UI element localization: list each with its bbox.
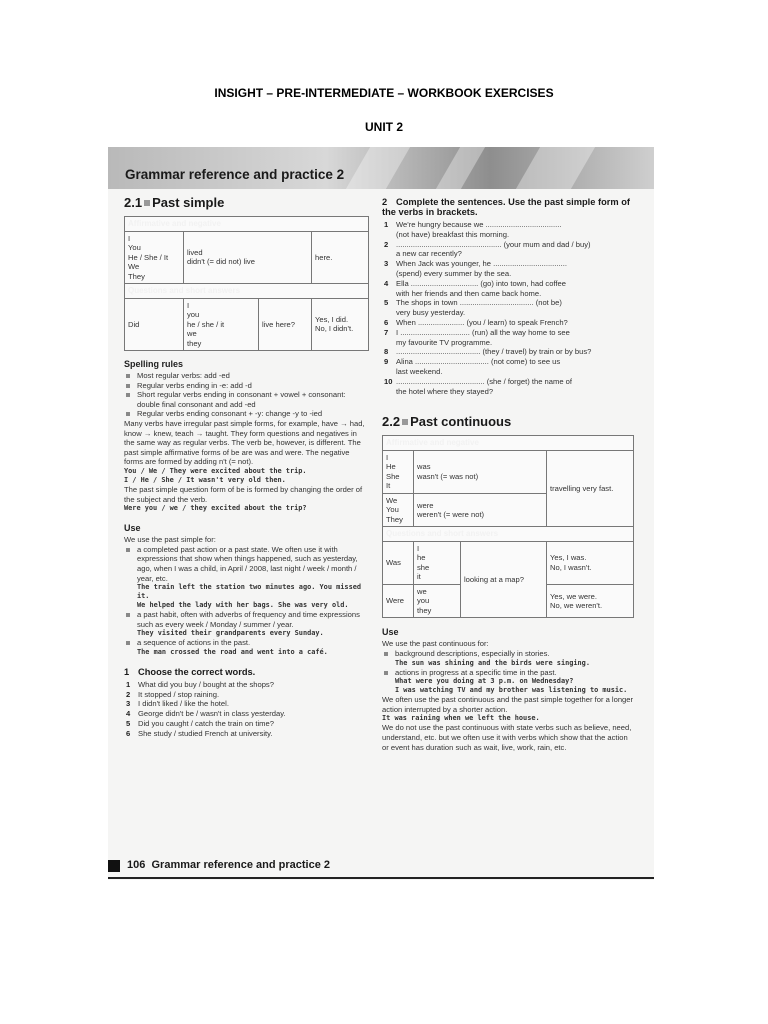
aux-cell: Did [125, 298, 184, 351]
exercise-item: 4 George didn't be / wasn't in class yesterday. [126, 709, 286, 719]
paragraph: The past simple question form of be is formed by changing the order of the subject and the verb. [124, 484, 363, 504]
exercise-item: 1 What did you buy / bought at the shops? [126, 679, 274, 689]
exercise-line: (spend) every summer by the sea. [396, 268, 512, 278]
section-heading-past-simple: 2.1 Past simple [124, 195, 225, 210]
verb-cell: was wasn't (= was not) [414, 450, 547, 493]
exercise-item: 3 I didn't liked / like the hotel. [126, 699, 229, 709]
subject-cell: I You He / She / It We They [125, 231, 184, 284]
exercise-line: 6 When ...................... (you / learn) to speak French? [384, 317, 568, 327]
paragraph: We often use the past continuous and the past simple together for a longer action interrupted by a shorter action. [382, 695, 634, 714]
exercise-line: 7 I ................................. (run) all the way home to see [384, 327, 570, 337]
exercise-line: (not have) breakfast this morning. [396, 229, 510, 239]
use-heading: Use [382, 627, 399, 638]
exercise-line: 10 .......................................... (she / forget) the name of [384, 376, 572, 386]
exercise-line: 5 The shops in town ................................... (not be) [384, 298, 562, 308]
section-heading-past-continuous: 2.2 Past continuous [382, 414, 512, 430]
table-header: Affirmative and negative [383, 436, 634, 451]
page-banner [108, 147, 654, 189]
exercise-1-heading: 1 Choose the correct words. [124, 666, 256, 677]
exercise-line: last weekend. [396, 366, 443, 376]
subject-cell: I you he / she / it we they [184, 298, 259, 351]
spelling-rule: Regular verbs ending in -e: add -d [124, 381, 369, 391]
exercise-2-heading: 2 Complete the sentences. Use the past simple form of the verbs in brackets. [382, 197, 631, 217]
spelling-rule: Short regular verbs ending in consonant + vowel + consonant: double final consonant and add -ed [124, 390, 369, 409]
example-sentence: We helped the lady with her bags. She was very old. [137, 601, 349, 610]
exercise-line: with her friends and then came back home. [396, 288, 542, 298]
document-unit: UNIT 2 [364, 120, 403, 134]
exercise-item: 6 She study / studied French at university. [126, 728, 273, 738]
table-header: Affirmative and negative [125, 217, 369, 232]
exercise-line: the hotel where they stayed? [396, 386, 494, 396]
answer-cell: Yes, I was. No, I wasn't. [547, 541, 634, 584]
exercise-item: 2 It stopped / stop raining. [126, 689, 220, 699]
verb-cell: live here? [259, 298, 312, 351]
subject-cell: I He She It [383, 450, 414, 493]
use-item: background descriptions, especially in stories. [382, 649, 634, 659]
past-continuous-table [382, 435, 634, 618]
exercise-line: 9 Alina ................................... (not come) to see us [384, 357, 561, 367]
paragraph: We use the past simple for: [124, 535, 216, 545]
exercise-line: 2 .................................................. (your mum and dad / buy) [384, 239, 591, 249]
table-header: Questions and short answers [125, 284, 369, 299]
left-column [124, 195, 369, 739]
place-cell: here. [312, 231, 369, 284]
use-item: a past habit, often with adverbs of frequency and time expressions such as every week / Monday / summer / year. [124, 610, 369, 629]
example-sentence: You / We / They were excited about the trip. [124, 466, 307, 475]
example-sentence: I was watching TV and my brother was listening to music. [395, 686, 628, 695]
exercise-line: 1 We're hungry because we .................................... [384, 220, 562, 229]
verb-cell: lived didn't (= did not) live [184, 231, 312, 284]
exercise-line: my favourite TV programme. [396, 337, 493, 347]
use-item: a completed past action or a past state. We often use it with expressions that show when things happened, such as yesterday, ago, when I was a child, in April / 2008, last night / week / month / year, etc. [124, 545, 369, 583]
page-marker-block [108, 860, 120, 872]
subject-cell: I he she it [414, 541, 461, 584]
exercise-item: 5 Did you caught / catch the train on time? [126, 719, 274, 729]
past-simple-table [124, 216, 369, 351]
workbook-page [108, 147, 654, 880]
page-footer [108, 856, 654, 876]
exercise-line: a new car recently? [396, 249, 462, 259]
answer-cell: Yes, I did. No, I didn't. [312, 298, 369, 351]
paragraph: We use the past continuous for: [382, 639, 489, 649]
example-sentence: They visited their grandparents every Sunday. [137, 629, 324, 638]
example-sentence: It was raining when we left the house. [382, 714, 540, 723]
example-sentence: The man crossed the road and went into a café. [137, 647, 328, 656]
phrase-cell: travelling very fast. [547, 450, 634, 527]
exercise-line: very busy yesterday. [396, 308, 466, 318]
table-header: Questions and short answers [383, 527, 634, 542]
example-sentence: I / He / She / It wasn't very old then. [124, 475, 286, 484]
spelling-rule: Regular verbs ending consonant + -y: change -y to -ied [124, 409, 369, 419]
paragraph: We do not use the past continuous with state verbs such as believe, need, understand, etc. but we often use it with verbs which show that the action or event has duration such as wait, live, work, rain, etc. [382, 723, 632, 752]
subject-cell: we you they [414, 584, 461, 618]
aux-cell: Were [383, 584, 414, 618]
phrase-cell: looking at a map? [461, 541, 547, 618]
document-title: INSIGHT – PRE-INTERMEDIATE – WORKBOOK EXERCISES [214, 86, 554, 100]
spelling-rules-heading: Spelling rules [124, 359, 184, 369]
use-heading: Use [124, 523, 141, 534]
paragraph: Many verbs have irregular past simple forms, for example, have → had, know → knew, teach → taught. They form questions and negatives in the same way as regular verbs. The verb be, however, is different. The past simple affirmative forms of be are was and were. The negative forms are formed by adding n't (= not). [124, 418, 365, 467]
example-sentence: The sun was shining and the birds were singing. [395, 658, 590, 667]
right-column [382, 197, 634, 752]
square-bullet-icon [144, 200, 150, 206]
footer-text: 106 Grammar reference and practice 2 [127, 859, 331, 871]
banner-title: Grammar reference and practice 2 [125, 167, 345, 182]
use-item: a sequence of actions in the past. [124, 638, 369, 648]
square-bullet-icon [402, 419, 408, 425]
subject-cell: We You They [383, 493, 414, 527]
example-sentence: The train left the station two minutes ago. You missed it. [137, 583, 362, 601]
exercise-line: 4 Ella ................................ (go) into town, had coffee [384, 278, 566, 288]
aux-cell: Was [383, 541, 414, 584]
use-item: actions in progress at a specific time in the past. [382, 668, 634, 678]
exercise-line: 3 When Jack was younger, he ................................... [384, 259, 567, 269]
answer-cell: Yes, we were. No, we weren't. [547, 584, 634, 618]
exercise-line: 8 ........................................ (they / travel) by train or by bus? [384, 347, 592, 357]
example-sentence: Were you / we / they excited about the trip? [124, 504, 307, 513]
footer-rule [108, 877, 654, 879]
verb-cell: were weren't (= were not) [414, 493, 547, 527]
spelling-rule: Most regular verbs: add -ed [124, 371, 369, 381]
example-sentence: What were you doing at 3 p.m. on Wednesday? [395, 677, 574, 686]
